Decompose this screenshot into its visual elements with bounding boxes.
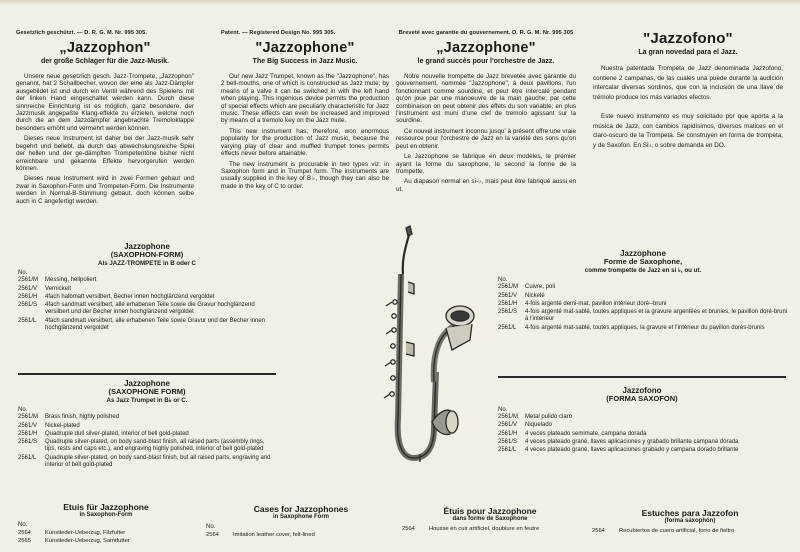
german-paragraph: Dieses neue Instrument wird in zwei Formen gebaut und zwar in Saxophon-Form und Trompeten-Form. Die Instrumente werden in Normal-B-Stimmung gebaut, doch können selbe auch in C angefertigt werden. — [16, 175, 194, 205]
french-cases — [402, 506, 578, 534]
table-row — [498, 301, 788, 309]
item-code: 2564 — [592, 528, 605, 535]
item-text: Recubiertos de cuero artificial, forro de fieltro — [619, 528, 735, 535]
item-code: 2561/S — [498, 309, 518, 316]
french-cases-title: Étuis pour Jazzophone — [443, 506, 537, 516]
item-code: 2561/M — [498, 414, 519, 420]
german-cases — [18, 502, 194, 546]
spanish-column — [593, 30, 783, 160]
table-row — [18, 423, 276, 431]
item-code: 2561/V — [18, 422, 38, 429]
german-list-title: Jazzophone — [124, 242, 170, 251]
item-text: Quadruple silver-plated, on body sand-blast finish, but all raised parts, engraving and interior of bell gold-plated — [45, 454, 271, 468]
table-row — [498, 431, 786, 439]
english-list-title: Jazzophone — [124, 379, 170, 388]
item-text: Cuivre, poli — [525, 284, 556, 291]
german-list-form: (SAXOPHON-FORM) — [110, 250, 184, 260]
english-paragraph: The new instrument is procurable in two types viz: in Saxophon form and in Trumpet form. The instruments are usually supplied in the key of B♭, though they can also be made in the key of C to order. — [221, 160, 389, 190]
french-patent-line: Breveté avec garantie du gouvernement. D. R. G. M. Nr. 995 305 — [398, 30, 574, 36]
item-code: 2565 — [18, 537, 31, 544]
spanish-title: "Jazzofono" — [643, 30, 733, 47]
table-row — [592, 528, 788, 536]
french-body — [396, 73, 576, 193]
english-body — [221, 73, 389, 190]
english-no-label: No. — [18, 407, 28, 414]
spanish-subtitle: La gran novedad para el Jazz. — [638, 48, 738, 56]
saxophone-drawing — [384, 226, 474, 462]
item-code: 2561/H — [498, 430, 518, 437]
table-row — [206, 532, 396, 540]
table-row — [18, 439, 276, 454]
table-row — [18, 302, 276, 317]
item-text: Kunstleder-Ueberzug, Samtfutter — [45, 537, 130, 544]
item-code: 2561/S — [498, 438, 518, 445]
french-no-label: No. — [498, 277, 508, 284]
item-text: Housse en cuir artificiel, doublure en feutre — [429, 526, 540, 533]
german-list-subtitle: Als JAZZ-TROMPETE in B oder C — [98, 259, 196, 267]
table-row — [18, 414, 276, 422]
item-text: Metal pulido claro — [525, 414, 573, 420]
english-price-list — [18, 379, 276, 470]
french-subtitle: le grand succès pour l'orchestre de Jazz. — [417, 57, 555, 65]
german-cases-subtitle: in Saxophon-Form — [79, 512, 133, 519]
item-text: Vernickelt — [45, 285, 72, 292]
spanish-price-list — [498, 386, 786, 455]
german-title: „Jazzophon" — [59, 39, 151, 56]
english-cases-subtitle: in Saxophone Form — [272, 514, 329, 521]
english-subtitle: The Big Success in Jazz Music. — [252, 57, 358, 65]
divider — [18, 373, 276, 375]
french-list-subtitle: comme trompette de Jazz en si ♭, ou ut. — [584, 266, 702, 274]
table-row — [18, 455, 276, 470]
english-patent-line: Patent. — Registered Design No. 995 305. — [221, 30, 336, 36]
item-text: 4-fois argenté mat-sablé, toutes appliques et la gravure argentées et brunies, le pavillon doré-bruni à l'intérieur — [525, 309, 788, 323]
item-code: 2561/V — [498, 292, 518, 299]
spanish-list-form: (FORMA SAXOFON) — [606, 394, 678, 404]
item-text: Imitation leather cover, felt-lined — [233, 531, 315, 538]
spanish-cases — [592, 508, 788, 536]
german-cases-no: No. — [18, 522, 28, 529]
german-cases-table — [18, 530, 194, 546]
item-code: 2561/M — [18, 277, 39, 284]
table-row — [498, 447, 786, 455]
french-paragraph: Notre nouvelle trompette de Jazz brevetée avec garantie du gouvernement, nommée "Jazzophone", à deux pavillons, l'un fonctionnant comme sourdine, et peut être intercalé pendant qu'on joue par une manoeuvre de la main gauche; par cette combinaison on peut obtenir des effets du son variable; en plus l'instrument est muni d'une clef de tremolo agissant sur la sourdine. — [396, 72, 576, 125]
spanish-list-title: Jazzofono — [622, 386, 662, 395]
divider — [498, 376, 786, 378]
spanish-items-table — [498, 414, 786, 455]
table-row — [18, 318, 276, 333]
english-items-table — [18, 414, 276, 469]
item-text: Messing, hellpoliert — [45, 277, 97, 284]
item-text: 4-fois argenté mat-sablé, toutes appliques, la gravure et l'intérieur du pavillon dorés-brunis — [525, 324, 765, 331]
german-column — [16, 30, 194, 208]
item-text: 4 veces plateado semimate, campana dorada — [525, 430, 647, 437]
german-paragraph: Unsere neue gesetzlich gesch. Jazz-Trompete, „Jazzophon" genannt, hat 2 Schallbecher, wovon der eine als Jazz-Dämpfer ausgebildet ist und durch ein Ventil während des Spielens mit der linken Hand eingeschaltet werden kann. Durch diese sinnreiche Einrichtung ist es möglich, ganz besondere, der Jazzmusik angepaßte Klang-effekte zu erzielen, welche noch durch die an dem Jazzdämpfer angebrachte Tremoloklappe besonders erhöht und vermehrt werden können. — [16, 72, 194, 132]
english-cases-no: No. — [206, 524, 216, 531]
english-column — [221, 30, 389, 193]
table-row — [402, 526, 578, 534]
german-price-list — [18, 242, 276, 333]
french-column — [396, 30, 576, 196]
french-items-table — [498, 284, 788, 332]
item-text: Nickel-plated — [45, 422, 80, 429]
table-row — [498, 414, 786, 422]
spanish-cases-table — [592, 528, 788, 536]
french-paragraph: Ce nouvel instrument inconnu jusqu' à présent offre une vraie ressource pour l'orchestre de Jazz en la variété des sons qu'on peut en obtenir. — [396, 127, 576, 150]
spanish-body — [593, 64, 783, 151]
french-paragraph: Le Jazzophone se fabrique en deux modèles, le premier ayant la forme du saxophone, le second la forme de la trompette. — [396, 153, 576, 176]
item-text: 4fach sandmatt versilbert, alle erhabenen Teile sowie die Gravur hochglänzend versilbert und der Becher innen hochglänzend vergoldet — [45, 302, 255, 316]
english-cases-table — [206, 532, 396, 540]
french-list-form: Forme de Saxophone, — [603, 257, 683, 267]
english-paragraph: Our new Jazz Trumpet, known as the "Jazzophone", has 2 bell-mouths, one of which is constructed as Jazz mute; by means of a valve it can be switched in with the left hand when playing. This ingenious device permits the production of special effects which are peculiarly characteristic for Jazz music. These effects can even be increased and improved by means of a tremolo key on the Jazz mute. — [221, 72, 389, 125]
item-code: 2561/L — [18, 454, 37, 461]
english-list-subtitle: As Jazz Trumpet in B♭ or C. — [106, 396, 188, 404]
item-code: 2561/S — [18, 302, 38, 309]
item-text: 4-fois argenté demi-mat, pavillon intérieur doré--bruni — [525, 300, 667, 307]
german-no-label: No. — [18, 270, 28, 277]
item-code: 2564 — [206, 531, 219, 538]
item-text: 4 veces plateado granè, llaves aplicaciones grabado y campana dorado brillante — [525, 447, 739, 454]
item-text: Quadruple silver-plated, on body sand-blast finish, all raised parts (assembly rings, tips, rests and caps etc.), and engraving highly polished, interior of bell gold-plated — [45, 439, 265, 453]
table-row — [18, 530, 194, 538]
german-cases-title: Etuis für Jazzophone — [63, 502, 149, 512]
page-edge — [0, 0, 800, 6]
english-cases-title: Cases for Jazzophones — [253, 504, 349, 514]
item-text: Niquelado — [525, 422, 553, 429]
table-row — [498, 284, 788, 292]
item-text: Brass finish, highly polished — [45, 414, 120, 421]
jazzophone-illustration — [348, 222, 476, 470]
french-title: „Jazzophone" — [436, 39, 536, 56]
item-text: Kunstleder-Ueberzug, Filzfutter — [45, 529, 126, 536]
item-code: 2561/M — [498, 284, 519, 291]
table-row — [18, 286, 276, 294]
item-text: Nickelé — [525, 292, 545, 299]
german-patent-line: Gesetzlich geschützt. — D. R. G. M. Nr. 995 305. — [16, 30, 148, 36]
table-row — [18, 431, 276, 439]
table-row — [18, 277, 276, 285]
english-list-form: (SAXOPHONE FORM) — [108, 387, 186, 397]
french-list-title: Jazzophone — [620, 249, 666, 258]
item-code: 2561/M — [18, 414, 39, 421]
french-price-list — [498, 249, 788, 333]
spanish-no-label: No. — [498, 406, 508, 413]
spanish-paragraph: Este nuevo instrumento es muy solicitado por que aporta a la música de Jazz, con cambios rapidísimos, diversos matices en el claro-oscuro de la Trompeta. Se construyen en forma de trompeta, y de Saxofon. En Si♭, o sobre demanda en DO. — [593, 112, 783, 150]
german-items-table — [18, 277, 276, 332]
item-code: 2561/L — [498, 447, 517, 454]
item-code: 2561/S — [18, 439, 38, 446]
french-cases-table — [402, 526, 578, 534]
spanish-cases-title: Estuches para Jazzofon — [641, 508, 739, 518]
spanish-paragraph: Nuestra patentada Trompeta de Jazz denominada Jazzofono, contiene 2 campanas, de las cuales una puede durante la audición intercalar diversas sordinos, que con la inclusión de una llave de trémolo produce los más variados efectos. — [593, 64, 783, 102]
item-text: Quadruple dull silver-plated, interior of bell gold-plated — [45, 430, 189, 437]
english-paragraph: This new instrument has, therefore, won enormous popularity for the production of Jazz music, because the varying play of clear and muffled trumpet tones permits effects never before attainable. — [221, 127, 389, 158]
english-title: "Jazzophone" — [255, 39, 355, 56]
item-code: 2561/V — [18, 285, 38, 292]
item-code: 2561/V — [498, 422, 518, 429]
item-text: 4fach halbmatt versilbert, Becher innen hochglänzend vergoldet — [45, 293, 215, 300]
table-row — [498, 325, 788, 333]
item-text: 4 veces plateado granè, llaves aplicaciones y grabado brillante campana dorada — [525, 438, 739, 445]
spanish-cases-subtitle: (forma saxophón) — [664, 518, 716, 525]
item-code: 2561/L — [498, 324, 517, 331]
item-code: 2561/H — [498, 300, 518, 307]
german-subtitle: der große Schlager für die Jazz-Musik. — [41, 57, 169, 65]
item-text: 4fach sandmatt versilbert, alle erhabenen Teile sowie Gravur und der Becher innen hochglänzend vergoldet — [45, 317, 266, 331]
german-paragraph: Dieses neue Instrument ist daher bei der Jazz-musik sehr begehrt und beliebt, da durch das abwechslungsreiche Spiel der hellen und der ge-dämpften Trompetentöne bisher nicht erreichbare und gekannte Effekte hervorgerufen werden können. — [16, 135, 194, 173]
table-row — [498, 293, 788, 301]
item-code: 2564 — [402, 526, 415, 533]
french-paragraph: Au diapason normal en si-♭, mais peut être fabriqué aussi en ut. — [396, 178, 576, 193]
item-code: 2561/L — [18, 317, 37, 324]
english-cases — [206, 504, 396, 540]
item-code: 2561/H — [18, 293, 38, 300]
item-code: 2561/H — [18, 430, 38, 437]
table-row — [18, 294, 276, 302]
table-row — [498, 439, 786, 447]
table-row — [18, 538, 194, 546]
table-row — [498, 422, 786, 430]
item-code: 2564 — [18, 529, 31, 536]
table-row — [498, 309, 788, 324]
german-body — [16, 73, 194, 205]
french-cases-subtitle: dans forme de Saxophone — [452, 516, 528, 523]
